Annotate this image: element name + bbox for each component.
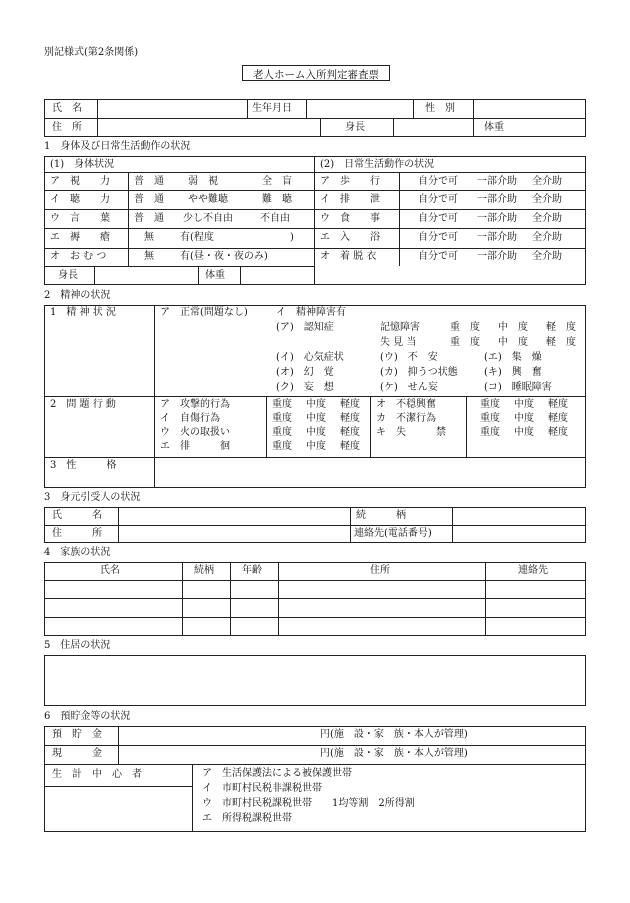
option: 一部介助 <box>477 176 517 187</box>
severity: 中度 <box>306 441 326 452</box>
option: 自分で可 <box>418 213 458 224</box>
option: 有(程度 <box>180 232 214 243</box>
severity: 軽 度 <box>546 322 576 333</box>
adl-row-excretion-label: イ 排 泄 <box>320 194 380 205</box>
family-table <box>44 562 586 636</box>
section6-heading: 6 預貯金等の状況 <box>44 711 131 722</box>
severity: 中度 <box>306 427 326 438</box>
severity: 軽度 <box>340 399 360 410</box>
guarantor-name-label: 氏 名 <box>52 510 102 521</box>
option: 普 通 <box>134 213 164 224</box>
severity: 中度 <box>306 399 326 410</box>
memory-impairment: 記憶障害 <box>380 322 420 333</box>
symptom: (ク) 妄 想 <box>276 382 334 393</box>
family-col-address: 住所 <box>370 565 390 576</box>
section2-heading: 2 精神の状況 <box>44 290 111 301</box>
behavior: エ 徘 徊 <box>160 441 230 452</box>
severity: 軽 度 <box>546 337 576 348</box>
option: 全介助 <box>532 213 562 224</box>
option: やや難聴 <box>188 194 228 205</box>
behavior-label: 2 問 題 行 動 <box>50 399 116 410</box>
family-col-contact: 連絡先 <box>518 565 548 576</box>
option: 一部介助 <box>477 194 517 205</box>
behavior: カ 不潔行為 <box>376 413 436 424</box>
mental-dementia: (ア) 認知症 <box>276 322 334 333</box>
family-col-relation: 続柄 <box>194 565 214 576</box>
severity: 中度 <box>514 399 534 410</box>
option: 一部介助 <box>477 213 517 224</box>
option: 普 通 <box>134 194 164 205</box>
s1-weight-label: 体重 <box>205 270 225 281</box>
option: 全介助 <box>532 176 562 187</box>
option: 弱 視 <box>188 176 218 187</box>
adl-head: (2) 日常生活動作の状況 <box>320 159 435 170</box>
symptom: (ケ) せん妄 <box>380 382 438 393</box>
livelihood-label: 生 計 中 心 者 <box>52 769 142 780</box>
header-sex-label: 性 別 <box>425 103 455 114</box>
behavior: ウ 火の取扱い <box>160 427 230 438</box>
family-col-name: 氏名 <box>100 565 120 576</box>
severity: 中度 <box>514 427 534 438</box>
option: ) <box>270 232 294 243</box>
behavior: オ 不穏興奮 <box>376 399 436 410</box>
severity: 重度 <box>272 399 292 410</box>
severity: 重度 <box>272 427 292 438</box>
family-col-age: 年齢 <box>242 565 262 576</box>
symptom: (カ) 抑うつ状態 <box>380 367 458 378</box>
section3-heading: 3 身元引受人の状況 <box>44 492 141 503</box>
livelihood-option: エ 所得税課税世帯 <box>202 813 292 824</box>
body-status-head: (1) 身体状況 <box>50 159 115 170</box>
severity: 重度 <box>272 441 292 452</box>
guarantor-contact-label: 連絡先(電話番号) <box>354 528 432 539</box>
option: 普 通 <box>134 176 164 187</box>
adl-row-bath-label: エ 入 浴 <box>320 232 380 243</box>
header-height-label: 身長 <box>345 122 365 133</box>
livelihood-option: イ 市町村民税非課税世帯 <box>202 783 322 794</box>
severity: 軽度 <box>340 413 360 424</box>
cash-note: 円(施 設・家 族・本人が管理) <box>320 748 468 759</box>
option: 一部介助 <box>477 251 517 262</box>
severity: 重 度 <box>450 337 480 348</box>
section4-heading: 4 家族の状況 <box>44 547 111 558</box>
mental-disorder: イ 精神障害有 <box>276 307 346 318</box>
severity: 軽度 <box>548 413 568 424</box>
header-weight-label: 体重 <box>484 122 504 133</box>
section5-heading: 5 住居の状況 <box>44 640 111 651</box>
option: 自分で可 <box>418 232 458 243</box>
option: 有(昼・夜・夜のみ) <box>180 251 268 262</box>
adl-row-dress-label: オ 着 脱 衣 <box>320 251 377 262</box>
option: 自分で可 <box>418 176 458 187</box>
option: 無 <box>144 251 154 262</box>
livelihood-option: ア 生活保護法による被保護世帯 <box>202 768 352 779</box>
symptom: (オ) 幻 覚 <box>276 367 334 378</box>
disorientation: 失 見 当 <box>380 337 417 348</box>
option: 不自由 <box>260 213 290 224</box>
body-row-bedsore-label: エ 褥 瘡 <box>50 232 110 243</box>
option: 全介助 <box>532 232 562 243</box>
severity: 重度 <box>480 427 500 438</box>
body-row-hearing-label: イ 聴 力 <box>50 194 110 205</box>
severity: 重度 <box>480 399 500 410</box>
header-name-label: 氏 名 <box>52 103 82 114</box>
form-label: 別記様式(第2条関係) <box>44 47 139 58</box>
severity: 重度 <box>272 413 292 424</box>
body-row-vision-label: ア 視 力 <box>50 176 110 187</box>
option: 自分で可 <box>418 251 458 262</box>
body-row-diaper-label: オ お む つ <box>50 251 107 262</box>
severity: 軽度 <box>340 427 360 438</box>
severity: 中度 <box>514 413 534 424</box>
option: 無 <box>144 232 154 243</box>
option: 少し不自由 <box>183 213 233 224</box>
symptom: (キ) 興 奮 <box>484 367 542 378</box>
symptom: (イ) 心気症状 <box>276 352 344 363</box>
cash-label: 現 金 <box>52 748 102 759</box>
severity: 中度 <box>306 413 326 424</box>
severity: 軽度 <box>548 399 568 410</box>
severity: 重 度 <box>450 322 480 333</box>
severity: 軽度 <box>340 441 360 452</box>
option: 難 聴 <box>262 194 292 205</box>
section1-heading: 1 身体及び日常生活動作の状況 <box>44 141 191 152</box>
page-title: 老人ホーム入所判定審査票 <box>242 65 390 81</box>
symptom: (コ) 睡眠障害 <box>484 382 552 393</box>
option: 自分で可 <box>418 194 458 205</box>
option: 全介助 <box>532 194 562 205</box>
behavior: キ 失 禁 <box>376 427 446 438</box>
header-birth-label: 生年月日 <box>252 103 292 114</box>
adl-row-walk-label: ア 歩 行 <box>320 176 380 187</box>
personality-label: 3 性 格 <box>50 460 117 471</box>
savings-note: 円(施 設・家 族・本人が管理) <box>320 729 468 740</box>
livelihood-option: ウ 市町村民税課税世帯 1均等割 2所得割 <box>202 798 415 809</box>
savings-label: 預 貯 金 <box>52 729 102 740</box>
severity: 中 度 <box>498 322 528 333</box>
symptom: (エ) 集 燥 <box>484 352 542 363</box>
symptom: (ウ) 不 安 <box>380 352 438 363</box>
severity: 重度 <box>480 413 500 424</box>
mental-status-label: 1 精 神 状 況 <box>50 307 116 318</box>
body-row-speech-label: ウ 言 葉 <box>50 213 110 224</box>
mental-normal: ア 正常(問題なし) <box>160 307 248 318</box>
header-address-label: 住 所 <box>52 122 82 133</box>
behavior: イ 自傷行為 <box>160 413 220 424</box>
option: 全 盲 <box>262 176 292 187</box>
behavior: ア 攻撃的行為 <box>160 399 230 410</box>
guarantor-relation-label: 続 柄 <box>356 510 406 521</box>
severity: 軽度 <box>548 427 568 438</box>
adl-row-meal-label: ウ 食 事 <box>320 213 380 224</box>
s1-height-label: 身長 <box>58 270 78 281</box>
option: 一部介助 <box>477 232 517 243</box>
severity: 中 度 <box>498 337 528 348</box>
option: 全介助 <box>532 251 562 262</box>
guarantor-address-label: 住 所 <box>52 528 102 539</box>
housing-box <box>44 655 586 706</box>
